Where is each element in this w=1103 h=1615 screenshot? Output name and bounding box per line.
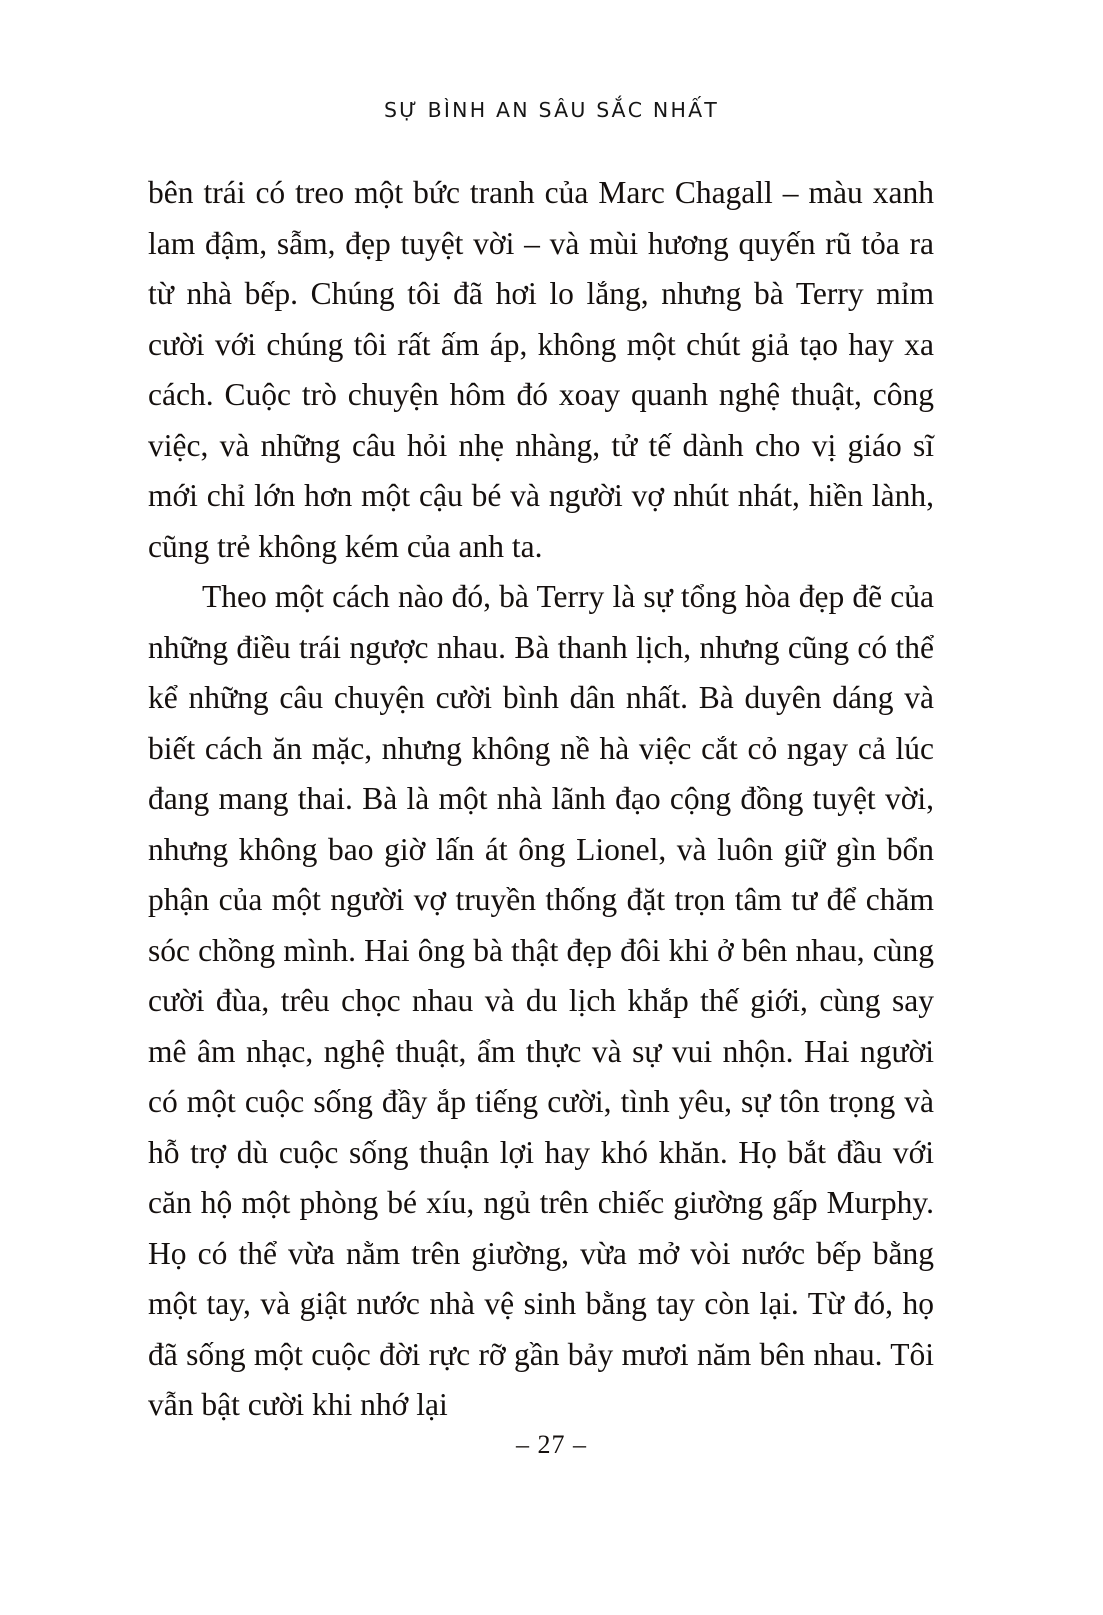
paragraph: bên trái có treo một bức tranh của Marc Chagall – màu xanh lam đậm, sẫm, đẹp tuyệt vời – và mùi hương quyến rũ tỏa ra từ nhà bếp. Chúng tôi đã hơi lo lắng, nhưng bà Terry mỉm cười với chúng tôi rất ấm áp, không một chút giả tạo hay xa cách. Cuộc trò chuyện hôm đó xoay quanh nghệ thuật, công việc, và những câu hỏi nhẹ nhàng, tử tế dành cho vị giáo sĩ mới chỉ lớn hơn một cậu bé và người vợ nhút nhát, hiền lành, cũng trẻ không kém của anh ta. xyxy=(148,175,934,564)
page-number: – 27 – xyxy=(516,1430,587,1459)
paragraph: Theo một cách nào đó, bà Terry là sự tổng hòa đẹp đẽ của những điều trái ngược nhau. Bà thanh lịch, nhưng cũng có thể kể những câu chuyện cười bình dân nhất. Bà duyên dáng và biết cách ăn mặc, nhưng không nề hà việc cắt cỏ ngay cả lúc đang mang thai. Bà là một nhà lãnh đạo cộng đồng tuyệt vời, nhưng không bao giờ lấn át ông Lionel, và luôn giữ gìn bổn phận của một người vợ truyền thống đặt trọn tâm tư để chăm sóc chồng mình. Hai ông bà thật đẹp đôi khi ở bên nhau, cùng cười đùa, trêu chọc nhau và du lịch khắp thế giới, cùng say mê âm nhạc, nghệ thuật, ẩm thực và sự vui nhộn. Hai người có một cuộc sống đầy ắp tiếng cười, tình yêu, sự tôn trọng và hỗ trợ dù cuộc sống thuận lợi hay khó khăn. Họ bắt đầu với căn hộ một phòng bé xíu, ngủ trên chiếc giường gấp Murphy. Họ có thể vừa nằm trên giường, vừa mở vòi nước bếp bằng một tay, và giật nước nhà vệ sinh bằng tay còn lại. Từ đó, họ đã sống một cuộc đời rực rỡ gần bảy mươi năm bên nhau. Tôi vẫn bật cười khi nhớ lại xyxy=(148,579,934,1422)
page-body xyxy=(148,168,934,1431)
running-head: SỰ BÌNH AN SÂU SẮC NHẤT xyxy=(383,98,720,122)
